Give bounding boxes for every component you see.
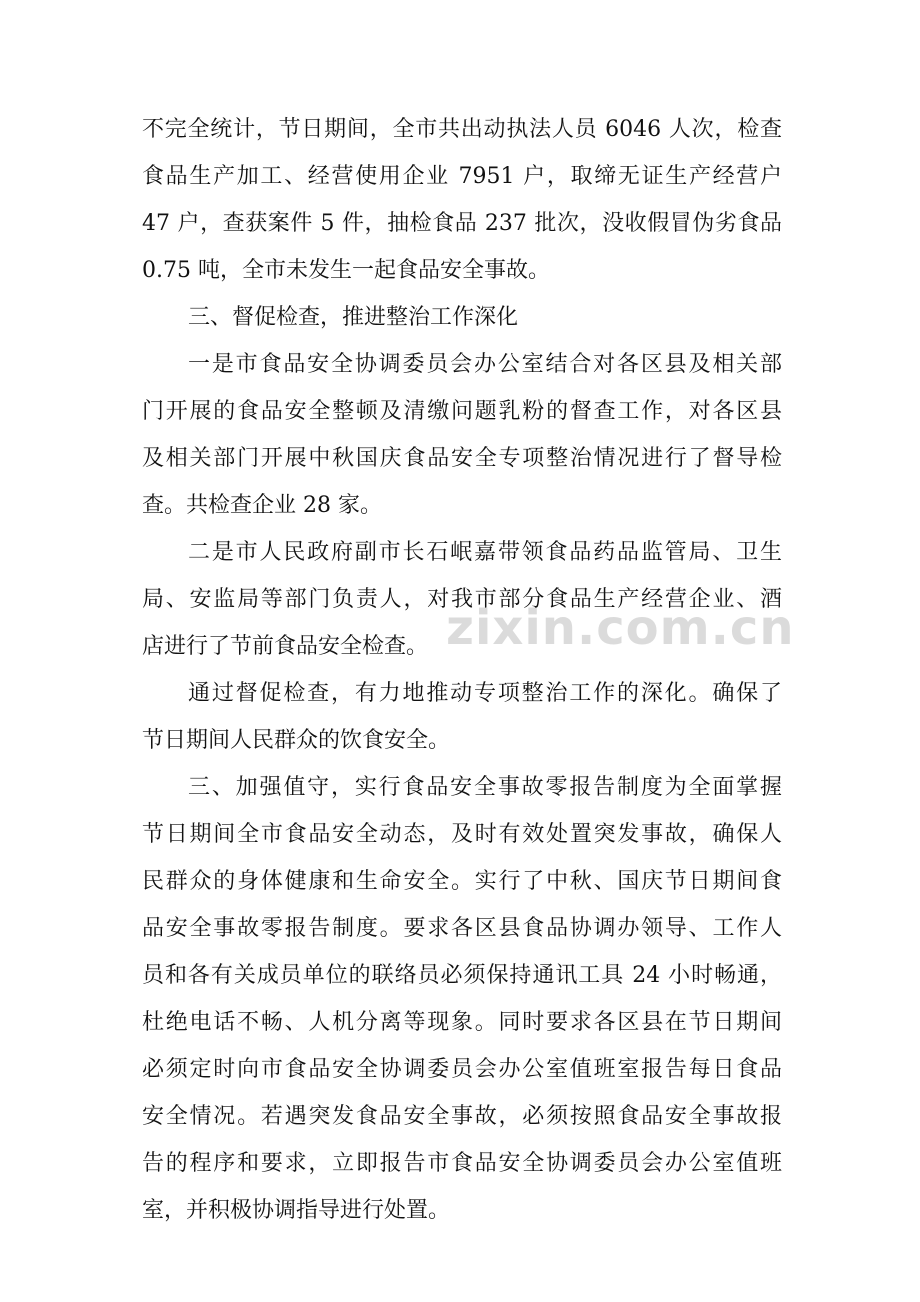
paragraph-first-point xyxy=(142,341,782,529)
text-line: 局、安监局等部门负责人，对我市部分食品生产经营企业、酒 xyxy=(142,587,782,612)
text-line: 及相关部门开展中秋国庆食品安全专项整治情况进行了督导检 xyxy=(142,446,782,471)
text-line: 杜绝电话不畅、人机分离等现象。同时要求各区县在节日期间 xyxy=(142,1010,782,1035)
text-line: 节日期间人民群众的饮食安全。 xyxy=(142,728,451,753)
paragraph-statistics xyxy=(142,106,782,294)
text-line: 节日期间全市食品安全动态，及时有效处置突发事故，确保人 xyxy=(142,822,782,847)
text-line: 民群众的身体健康和生命安全。实行了中秋、国庆节日期间食 xyxy=(142,869,782,894)
text-line: 二是市人民政府副市长石岷嘉带领食品药品监管局、卫生 xyxy=(188,540,782,565)
text-line: 一是市食品安全协调委员会办公室结合对各区县及相关部 xyxy=(188,352,782,377)
section-heading: 三、督促检查，推进整治工作深化 xyxy=(188,305,519,330)
text-line: 必须定时向市食品安全协调委员会办公室值班室报告每日食品 xyxy=(142,1057,782,1082)
text-line: 门开展的食品安全整顿及清缴问题乳粉的督查工作，对各区县 xyxy=(142,399,782,424)
paragraph-conclusion xyxy=(142,670,782,764)
text-line: 告的程序和要求，立即报告市食品安全协调委员会办公室值班 xyxy=(142,1151,782,1176)
text-line: 0.75 吨，全市未发生一起食品安全事故。 xyxy=(142,258,550,283)
section-heading-supervision xyxy=(142,294,782,341)
text-line: 不完全统计，节日期间，全市共出动执法人员 6046 人次，检查 xyxy=(142,117,782,142)
text-line: 品安全事故零报告制度。要求各区县食品协调办领导、工作人 xyxy=(142,916,782,941)
text-line: 47 户，查获案件 5 件，抽检食品 237 批次，没收假冒伪劣食品 xyxy=(142,211,782,236)
watermark: zixin.com.cn xyxy=(446,600,795,656)
text-line: 通过督促检查，有力地推动专项整治工作的深化。确保了 xyxy=(188,681,782,706)
text-line: 店进行了节前食品安全检查。 xyxy=(142,634,429,659)
text-line: 查。共检查企业 28 家。 xyxy=(142,493,382,518)
text-line: 室，并积极协调指导进行处置。 xyxy=(142,1198,451,1223)
text-line: 食品生产加工、经营使用企业 7951 户，取缔无证生产经营户 xyxy=(142,164,782,189)
text-line: 员和各有关成员单位的联络员必须保持通讯工具 24 小时畅通， xyxy=(142,963,782,988)
document-body xyxy=(142,106,782,1234)
text-line: 安全情况。若遇突发食品安全事故，必须按照食品安全事故报 xyxy=(142,1104,782,1129)
paragraph-duty-reporting xyxy=(142,764,782,1234)
text-line: 三、加强值守，实行食品安全事故零报告制度为全面掌握 xyxy=(188,775,782,800)
